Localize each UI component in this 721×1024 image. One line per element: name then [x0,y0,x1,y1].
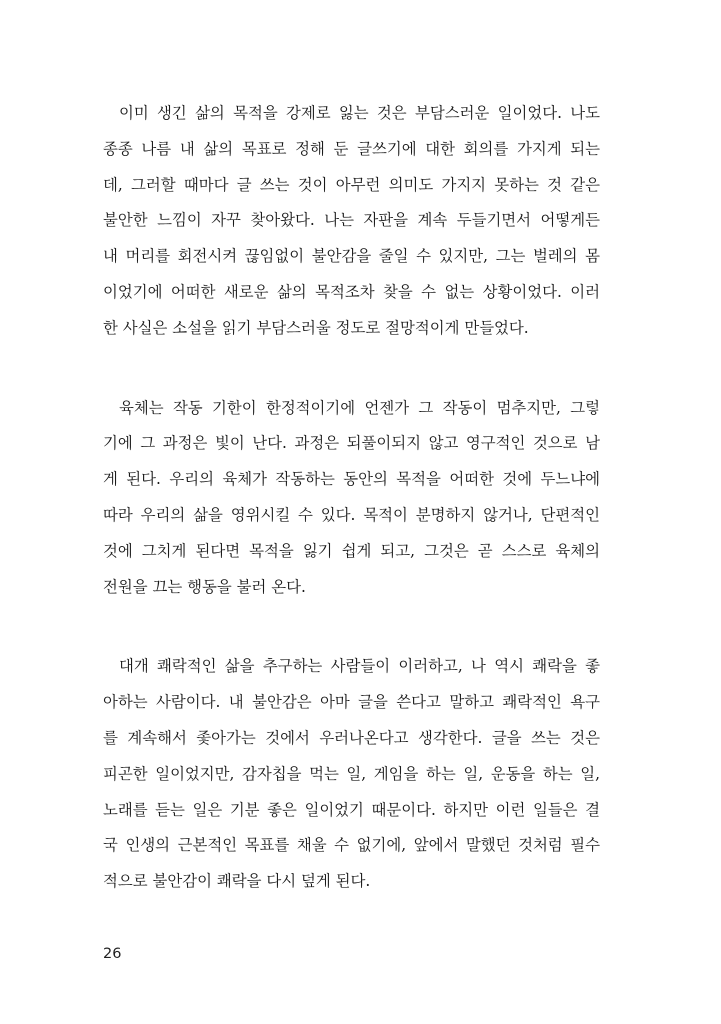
text-line: 를 계속해서 좇아가는 것에서 우러나온다고 생각한다. 글을 쓰는 것은 [103,728,600,747]
text-line: 육체는 작동 기한이 한정적이기에 언젠가 그 작동이 멈추지만, 그렇 [119,398,600,417]
text-line: 한 사실은 소설을 읽기 부담스러울 정도로 절망적이게 만들었다. [103,318,529,337]
body-text [103,96,600,900]
text-line: 따라 우리의 삶을 영위시킬 수 있다. 목적이 분명하지 않거나, 단편적인 [103,505,600,524]
page-number: 26 [103,946,122,962]
text-line: 이미 생긴 삶의 목적을 강제로 잃는 것은 부담스러운 일이었다. 나도 [119,104,600,122]
text-line: 내 머리를 회전시켜 끊임없이 불안감을 줄일 수 있지만, 그는 벌레의 몸 [103,247,600,266]
paragraph-3 [103,649,600,900]
paragraph-1 [103,96,600,347]
text-line: 노래를 듣는 일은 기분 좋은 일이었기 때문이다. 하지만 이런 일들은 결 [103,800,600,819]
text-line: 전원을 끄는 행동을 불러 온다. [103,577,306,596]
text-line: 국 인생의 근본적인 목표를 채울 수 없기에, 앞에서 말했던 것처럼 필수 [103,836,600,855]
text-line: 기에 그 과정은 빛이 난다. 과정은 되풀이되지 않고 영구적인 것으로 남 [103,434,600,453]
paragraph-spacer [103,605,600,649]
text-line: 종종 나름 내 삶의 목표로 정해 둔 글쓰기에 대한 회의를 가지게 되는 [103,139,600,158]
text-line: 대개 쾌락적인 삶을 추구하는 사람들이 이러하고, 나 역시 쾌락을 좋 [119,657,600,676]
text-line: 게 된다. 우리의 육체가 작동하는 동안의 목적을 어떠한 것에 두느냐에 [103,470,600,489]
text-line: 피곤한 일이었지만, 감자칩을 먹는 일, 게임을 하는 일, 운동을 하는 일, [103,764,600,783]
text-line: 적으로 불안감이 쾌락을 다시 덮게 된다. [103,872,371,891]
text-line: 아하는 사람이다. 내 불안감은 아마 글을 쓴다고 말하고 쾌락적인 욕구 [103,693,600,712]
text-line: 데, 그러할 때마다 글 쓰는 것이 아무런 의미도 가지지 못하는 것 같은 [103,175,600,194]
paragraph-spacer [103,347,600,391]
text-line: 것에 그치게 된다면 목적을 잃기 쉽게 되고, 그것은 곧 스스로 육체의 [103,541,600,560]
text-line: 이었기에 어떠한 새로운 삶의 목적조차 찾을 수 없는 상황이었다. 이러 [103,282,600,301]
text-line: 불안한 느낌이 자꾸 찾아왔다. 나는 자판을 계속 두들기면서 어떻게든 [103,211,600,230]
paragraph-2 [103,391,600,606]
